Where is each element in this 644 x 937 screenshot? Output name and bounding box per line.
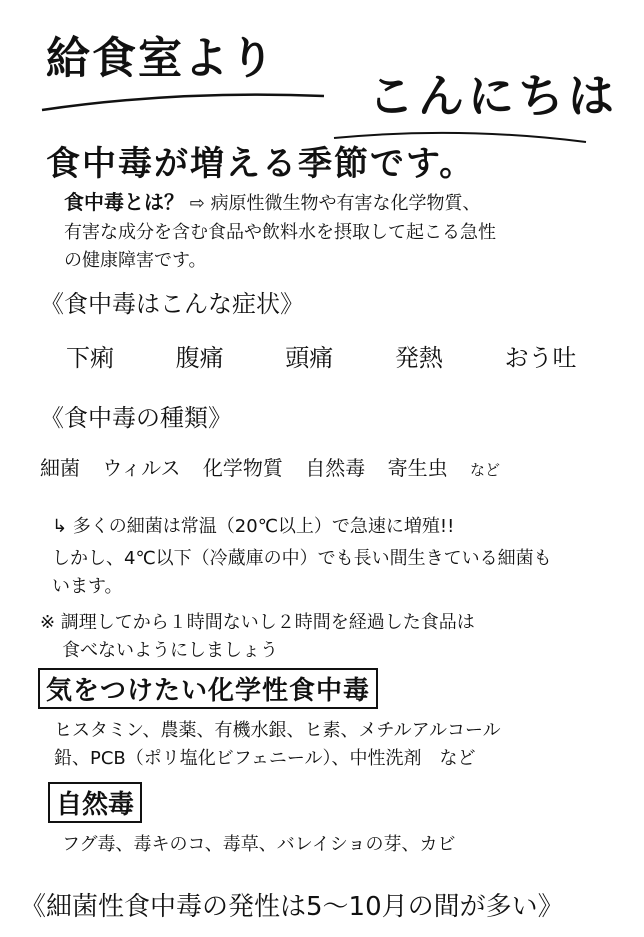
arrow-icon: ⇨ [189,193,205,214]
definition-text-2: 有害な成分を含む食品や飲料水を摂取して起こる急性 [64,222,496,243]
symptom-item: おう吐 [504,344,577,372]
chemical-line-1: ヒスタミン、農薬、有機水銀、ヒ素、メチルアルコール [54,720,501,741]
greeting: こんにちは [368,69,618,123]
page-title: 給食室より [46,33,276,84]
caution-line-2: 食べないようにしましょう [62,640,278,661]
type-item: 自然毒 [305,456,366,480]
type-item: 寄生虫 [387,456,448,480]
definition-text-3: の健康障害です。 [64,250,207,271]
chemical-line-2: 鉛、PCB（ポリ塩化ビフェニール）、中性洗剤 など [54,748,476,769]
symptom-item: 発熱 [394,344,443,372]
symptom-item: 頭痛 [285,344,334,372]
symptom-item: 下痢 [66,344,114,372]
bacteria-note-3: います。 [52,576,123,597]
symptoms-list [66,338,607,373]
headline: 食中毒が増える季節です。 [46,144,476,184]
footer-note: 《細菌性食中毒の発性は5～10月の間が多い》 [20,892,564,922]
types-suffix: など [470,461,501,479]
chemical-heading: 気をつけたい化学性食中毒 [38,668,378,709]
caution-line-1: ※ 調理してから１時間ないし２時間を経過した食品は [40,612,475,633]
type-item: 化学物質 [202,456,283,480]
definition-term: 食中毒とは？ [64,190,184,214]
type-item: 細菌 [40,456,80,480]
natural-line-1: フグ毒、毒キのコ、毒草、バレイショの芽、カビ [62,834,456,855]
definition-text-1: 病原性微生物や有害な化学物質、 [210,193,481,214]
title-underline [38,86,328,116]
definition-line-1 [64,186,481,215]
type-item: ウィルス [102,456,181,480]
bacteria-note-1: ↳ 多くの細菌は常温（20℃以上）で急速に増殖!! [52,516,455,537]
natural-heading: 自然毒 [48,782,142,823]
bacteria-note-2: しかし、4℃以下（冷蔵庫の中）でも長い間生きている細菌も [52,548,552,569]
symptom-item: 腹痛 [175,344,224,372]
types-heading: 《食中毒の種類》 [40,404,232,432]
symptoms-heading: 《食中毒はこんな症状》 [40,290,304,318]
types-list [40,452,516,481]
